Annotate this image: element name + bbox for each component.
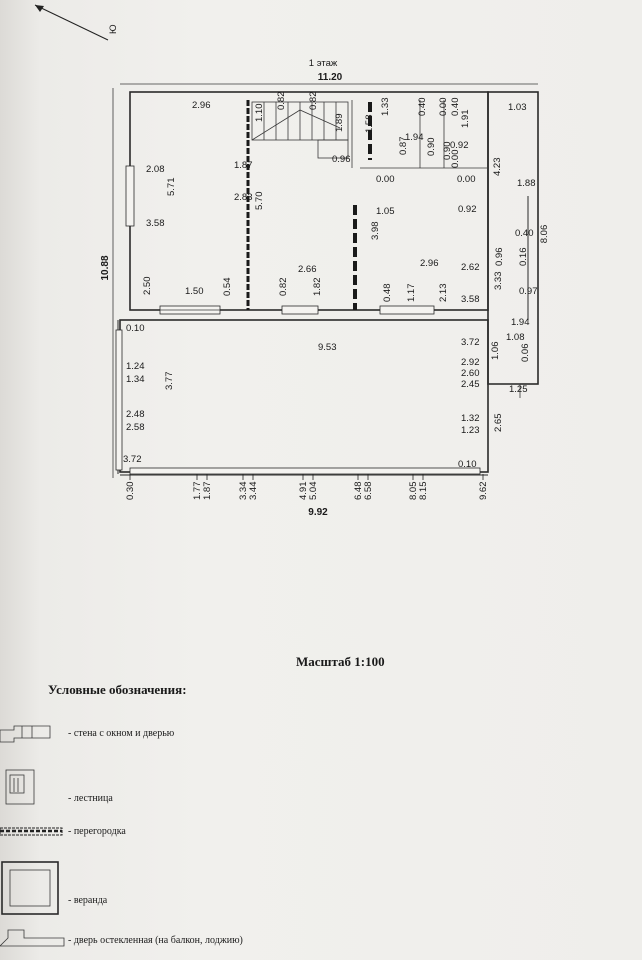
- room-dimension-label: 0.82: [308, 91, 319, 110]
- legend-item-wall-window-door: - стена с окном и дверью: [68, 728, 175, 739]
- bottom-tick-label: 4.91: [298, 481, 309, 500]
- north-label: Ю: [108, 24, 119, 34]
- partition-legend-icon: [0, 828, 62, 835]
- room-dimension-label: 4.23: [492, 157, 503, 176]
- top-width-dimension: 11.20: [317, 72, 343, 83]
- bottom-tick-label: 6.58: [363, 481, 374, 500]
- scale-label: Масштаб 1:100: [296, 654, 385, 669]
- bottom-tick-labels: [125, 474, 489, 500]
- bottom-tick-label: 1.77: [192, 481, 203, 500]
- room-dimension-label: 0.48: [382, 283, 393, 302]
- room-dimension-label: 1.32: [461, 413, 480, 424]
- bottom-tick-label: 3.44: [248, 481, 259, 500]
- room-dimension-label: 1.34: [126, 374, 145, 385]
- legend-item-veranda: - веранда: [68, 895, 108, 906]
- legend-item-staircase: - лестница: [68, 793, 113, 804]
- bottom-tick-label: 6.48: [353, 481, 364, 500]
- room-dimension-label: 1.25: [509, 384, 528, 395]
- room-dimension-label: 0.90: [426, 137, 437, 156]
- room-dimension-label: 1.03: [508, 102, 527, 113]
- room-dimension-label: 0.96: [494, 247, 505, 266]
- bottom-tick-label: 0.30: [125, 481, 136, 500]
- bottom-tick-label: 8.15: [418, 481, 429, 500]
- room-dimension-label: 2.96: [192, 100, 211, 111]
- room-dimension-label: 0.82: [278, 277, 289, 296]
- room-dimension-label: 0.00: [438, 97, 449, 116]
- room-dimension-label: 3.33: [493, 271, 504, 290]
- room-dimension-label: 1.17: [406, 283, 417, 302]
- room-dimensions: [123, 92, 538, 471]
- room-dimension-label: 5.71: [166, 177, 177, 196]
- room-dimension-label: 0.82: [276, 91, 287, 110]
- room-dimension-label: 0.90: [442, 141, 453, 160]
- room-dimension-label: 0.00: [457, 174, 476, 185]
- room-dimension-label: 0.10: [126, 323, 145, 334]
- left-height-dimension: 10.88: [100, 255, 111, 281]
- room-dimension-label: 0.87: [398, 136, 409, 155]
- room-dimension-label: 0.00: [450, 149, 461, 168]
- room-dimension-label: 1.91: [460, 109, 471, 128]
- room-dimension-label: 0.40: [417, 97, 428, 116]
- room-dimension-label: 1.06: [490, 341, 501, 360]
- room-dimension-label: 0.92: [458, 204, 477, 215]
- veranda-legend-icon: [2, 862, 58, 914]
- room-dimension-label: 2.92: [461, 357, 480, 368]
- room-dimension-label: 0.06: [520, 343, 531, 362]
- room-dimension-label: 1.94: [405, 132, 424, 143]
- wall-window-door-legend-icon: [0, 726, 50, 742]
- right-height-dimension: 8.06: [539, 224, 550, 244]
- legend-title: Условные обозначения:: [48, 682, 187, 697]
- room-dimension-label: 0.16: [518, 247, 529, 266]
- bottom-tick-label: 5.04: [308, 481, 319, 500]
- bottom-tick-label: 9.62: [478, 481, 489, 500]
- room-dimension-label: 1.50: [185, 286, 204, 297]
- room-dimension-label: 1.05: [376, 206, 395, 217]
- room-dimension-label: 2.50: [142, 276, 153, 295]
- room-dimension-label: 3.98: [370, 221, 381, 240]
- room-dimension-label: 1.58: [364, 114, 375, 133]
- room-dimension-label: 2.83: [234, 192, 253, 203]
- room-dimension-label: 2.66: [298, 264, 317, 275]
- room-dimension-label: 2.45: [461, 379, 480, 390]
- legend-item-glazed-door: - дверь остекленная (на балкон, лоджию): [68, 935, 243, 946]
- legend-item-partition: - перегородка: [68, 826, 126, 837]
- bottom-width-dimension: 9.92: [308, 507, 328, 518]
- room-dimension-label: 1.82: [312, 277, 323, 296]
- room-dimension-label: 2.58: [126, 422, 145, 433]
- room-dimension-label: 1.88: [517, 178, 536, 189]
- room-dimension-label: 3.77: [164, 371, 175, 390]
- room-dimension-label: 0.54: [222, 277, 233, 296]
- bottom-tick-label: 8.05: [408, 481, 419, 500]
- room-dimension-label: 0.00: [376, 174, 395, 185]
- room-dimension-label: 3.72: [123, 454, 142, 465]
- room-dimension-label: 1.10: [254, 103, 265, 122]
- house-outline: [130, 92, 488, 310]
- room-dimension-label: 5.70: [254, 191, 265, 210]
- room-dimension-label: 3.58: [461, 294, 480, 305]
- room-dimension-label: 3.58: [146, 218, 165, 229]
- room-dimension-label: 2.60: [461, 368, 480, 379]
- room-dimension-label: 0.40: [515, 228, 534, 239]
- room-dimension-label: 1.24: [126, 361, 145, 372]
- room-dimension-label: 0.96: [332, 154, 351, 165]
- floor-label: 1 этаж: [308, 58, 338, 69]
- room-dimension-label: 2.08: [146, 164, 165, 175]
- room-dimension-label: 2.65: [493, 413, 504, 432]
- room-dimension-label: 0.10: [458, 459, 477, 470]
- room-dimension-label: 1.08: [506, 332, 525, 343]
- room-dimension-label: 0.92: [450, 140, 469, 151]
- bottom-tick-label: 3.34: [238, 481, 249, 500]
- room-dimension-label: 2.48: [126, 409, 145, 420]
- room-dimension-label: 9.53: [318, 342, 337, 353]
- veranda-outline: [120, 320, 488, 472]
- staircase-legend-icon: [6, 770, 34, 804]
- room-dimension-label: 1.94: [511, 317, 530, 328]
- room-dimension-label: 0.97: [519, 286, 538, 297]
- bottom-tick-label: 1.87: [202, 481, 213, 500]
- room-dimension-label: 2.96: [420, 258, 439, 269]
- room-dimension-label: 2.13: [438, 283, 449, 302]
- north-arrow-icon: [35, 5, 119, 40]
- room-dimension-label: 2.62: [461, 262, 480, 273]
- room-dimension-label: 3.72: [461, 337, 480, 348]
- room-dimension-label: 1.89: [334, 113, 345, 132]
- room-dimension-label: 0.40: [450, 97, 461, 116]
- room-dimension-label: 1.33: [380, 97, 391, 116]
- room-dimension-label: 1.23: [461, 425, 480, 436]
- glazed-door-legend-icon: [0, 930, 64, 946]
- room-dimension-label: 1.87: [234, 160, 253, 171]
